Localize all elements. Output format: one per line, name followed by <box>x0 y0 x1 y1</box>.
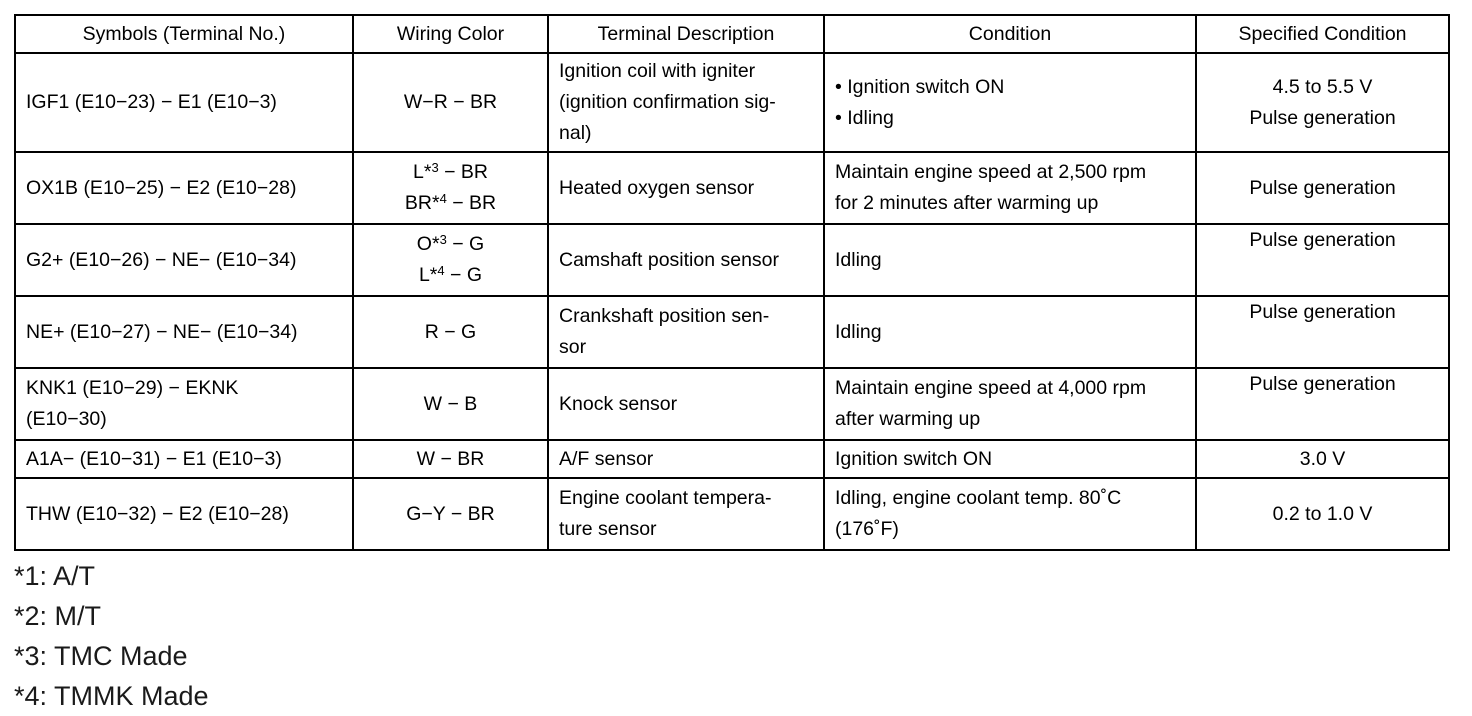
header-terminal-description: Terminal Description <box>548 15 824 53</box>
cell-line: Idling, engine coolant temp. 80˚C <box>835 487 1122 509</box>
cell-line: 0.2 to 1.0 V <box>1272 502 1373 525</box>
cell-line <box>364 188 537 219</box>
cell-line <box>364 157 537 188</box>
cell-line: Heated oxygen sensor <box>559 176 755 199</box>
cell-wiring-color <box>353 296 548 368</box>
cell-line: Ignition switch ON <box>835 447 993 470</box>
cell-line: Maintain engine speed at 2,500 rpm <box>835 161 1147 183</box>
cell-line: Maintain engine speed at 4,000 rpm <box>835 377 1147 399</box>
cell-line: THW (E10−32) − E2 (E10−28) <box>26 502 289 525</box>
table-row <box>15 478 1449 550</box>
cell-condition <box>824 224 1196 296</box>
cell-line: A/F sensor <box>559 447 654 470</box>
footnote: *4: TMMK Made <box>14 681 209 711</box>
cell-line: 3.0 V <box>1299 447 1346 470</box>
table-row <box>15 440 1449 478</box>
cell-line: 4.5 to 5.5 V <box>1272 75 1373 98</box>
cell-condition <box>824 478 1196 550</box>
footnote-ref: 3 <box>439 232 447 247</box>
table-row <box>15 224 1449 296</box>
cell-line <box>364 87 537 118</box>
footnote-ref: 4 <box>439 191 447 206</box>
cell-terminal-description <box>548 53 824 152</box>
cell-line <box>364 260 537 291</box>
cell-line: (E10−30) <box>26 408 107 430</box>
cell-line: Crankshaft position sen- <box>559 305 770 327</box>
cell-specified-condition <box>1196 152 1449 224</box>
table-row <box>15 368 1449 440</box>
cell-line: • Ignition switch ON <box>835 75 1005 98</box>
cell-wiring-color <box>353 368 548 440</box>
table-header-row <box>15 15 1449 53</box>
footnote-ref: 3 <box>431 160 439 175</box>
cell-line: Idling <box>835 248 882 271</box>
table-row <box>15 53 1449 152</box>
table-row <box>15 152 1449 224</box>
header-condition: Condition <box>824 15 1196 53</box>
cell-wiring-color <box>353 224 548 296</box>
cell-line: IGF1 (E10−23) − E1 (E10−3) <box>26 91 277 113</box>
wire-code: O* <box>416 233 440 255</box>
cell-line: Pulse generation <box>1249 301 1396 323</box>
wire-ground: − BR <box>438 161 488 183</box>
cell-wiring-color <box>353 152 548 224</box>
cell-specified-condition <box>1196 478 1449 550</box>
cell-symbol <box>15 152 353 224</box>
cell-line: NE+ (E10−27) − NE− (E10−34) <box>26 320 298 343</box>
cell-condition <box>824 440 1196 478</box>
table-row <box>15 296 1449 368</box>
cell-line: Knock sensor <box>559 392 678 415</box>
cell-wiring-color <box>353 478 548 550</box>
cell-terminal-description <box>548 368 824 440</box>
cell-line: nal) <box>559 122 592 144</box>
cell-terminal-description <box>548 296 824 368</box>
cell-symbol <box>15 296 353 368</box>
cell-line: Pulse generation <box>1249 176 1396 199</box>
cell-line: Idling <box>835 320 882 343</box>
cell-line <box>364 229 537 260</box>
cell-specified-condition <box>1196 440 1449 478</box>
wire-code: W − B <box>423 392 478 415</box>
cell-symbol <box>15 368 353 440</box>
header-symbols: Symbols (Terminal No.) <box>15 15 353 53</box>
cell-line: (ignition confirmation sig- <box>559 91 776 113</box>
cell-line: KNK1 (E10−29) − EKNK <box>26 377 239 399</box>
cell-terminal-description <box>548 224 824 296</box>
cell-condition <box>824 152 1196 224</box>
cell-line: • Idling <box>835 106 894 129</box>
cell-condition <box>824 53 1196 152</box>
cell-wiring-color <box>353 440 548 478</box>
cell-line: sor <box>559 336 587 358</box>
cell-symbol <box>15 478 353 550</box>
footnote-ref: 4 <box>437 263 445 278</box>
cell-specified-condition <box>1196 53 1449 152</box>
cell-terminal-description <box>548 152 824 224</box>
footnote: *2: M/T <box>14 601 102 631</box>
cell-line: OX1B (E10−25) − E2 (E10−28) <box>26 176 297 199</box>
wire-code: R − G <box>424 320 477 343</box>
cell-symbol <box>15 224 353 296</box>
cell-line <box>364 444 537 475</box>
footnotes <box>14 556 209 716</box>
cell-line <box>364 499 537 530</box>
wire-ground: − G <box>446 233 485 255</box>
wire-ground: − G <box>444 264 483 286</box>
cell-line: A1A− (E10−31) − E1 (E10−3) <box>26 447 282 470</box>
footnote: *1: A/T <box>14 561 96 591</box>
cell-line: Engine coolant tempera- <box>559 487 772 509</box>
cell-line: Camshaft position sensor <box>559 248 780 271</box>
cell-line: G2+ (E10−26) − NE− (E10−34) <box>26 248 297 271</box>
cell-terminal-description <box>548 440 824 478</box>
cell-specified-condition <box>1196 296 1449 368</box>
header-wiring-color: Wiring Color <box>353 15 548 53</box>
cell-symbol <box>15 440 353 478</box>
table-body <box>15 53 1449 550</box>
cell-specified-condition <box>1196 224 1449 296</box>
cell-line: Ignition coil with igniter <box>559 60 756 82</box>
wire-code: W − BR <box>416 447 485 470</box>
cell-line: Pulse generation <box>1249 373 1396 395</box>
header-specified-condition: Specified Condition <box>1196 15 1449 53</box>
cell-specified-condition <box>1196 368 1449 440</box>
cell-line: for 2 minutes after warming up <box>835 192 1099 214</box>
cell-line: Pulse generation <box>1249 106 1396 129</box>
wire-code: BR* <box>404 192 440 214</box>
cell-symbol <box>15 53 353 152</box>
cell-line: after warming up <box>835 408 981 430</box>
wire-code: L* <box>418 264 438 286</box>
wire-code: L* <box>413 161 432 183</box>
cell-condition <box>824 296 1196 368</box>
cell-line: ture sensor <box>559 518 657 540</box>
cell-wiring-color <box>353 53 548 152</box>
wire-ground: − BR <box>446 192 497 214</box>
footnote: *3: TMC Made <box>14 641 188 671</box>
cell-line: Pulse generation <box>1249 229 1396 251</box>
cell-condition <box>824 368 1196 440</box>
cell-line <box>364 317 537 348</box>
wire-code: W−R − BR <box>403 91 498 113</box>
cell-line <box>364 389 537 420</box>
terminal-spec-table <box>14 14 1450 551</box>
cell-line: (176˚F) <box>835 518 899 540</box>
wire-code: G−Y − BR <box>406 502 495 525</box>
cell-terminal-description <box>548 478 824 550</box>
